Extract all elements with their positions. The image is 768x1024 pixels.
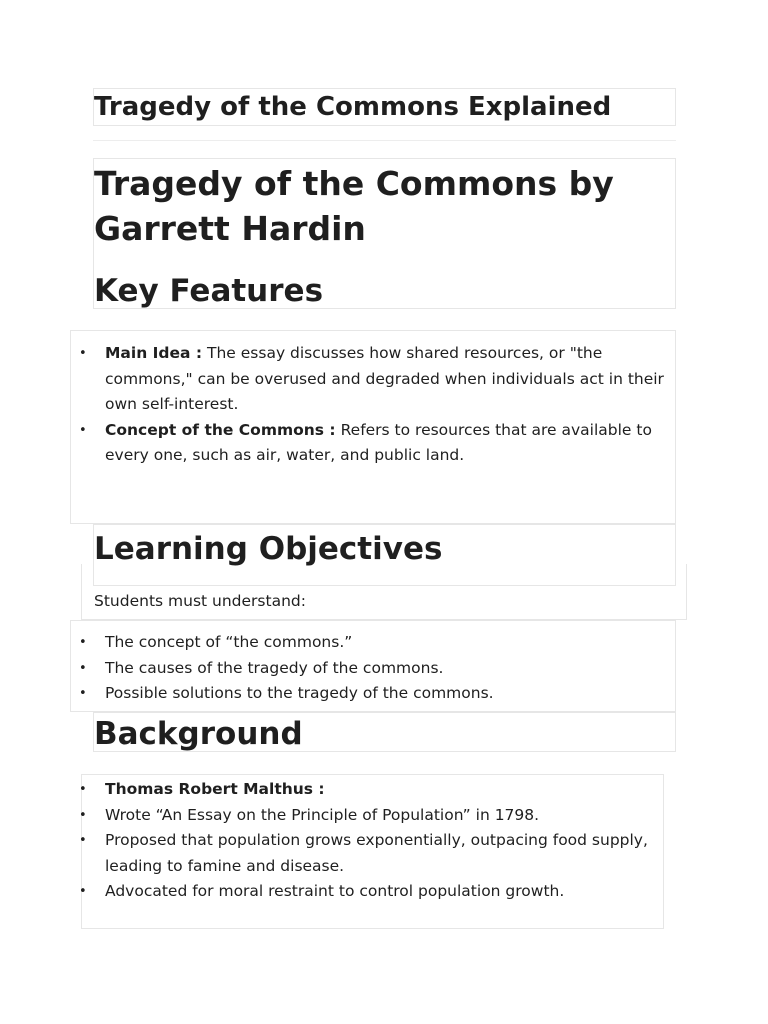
key-features-heading: Key Features [94, 273, 324, 309]
title-divider [93, 140, 676, 141]
learning-objectives-box [70, 620, 676, 712]
list-item [71, 341, 667, 418]
item-label: Main Idea : [105, 344, 203, 362]
key-features-box [70, 330, 676, 524]
list-item: • The concept of “the commons.” [71, 630, 667, 656]
list-item [71, 418, 667, 469]
main-heading-box [93, 158, 676, 309]
key-features-list [71, 341, 667, 469]
item-label: Thomas Robert Malthus : [105, 780, 325, 798]
document-title: Tragedy of the Commons Explained [94, 92, 612, 122]
background-box [81, 774, 664, 929]
objectives-intro: Students must understand: [94, 592, 306, 610]
list-item: • Advocated for moral restraint to control population growth. [71, 879, 651, 905]
background-list [71, 777, 651, 905]
background-heading: Background [94, 716, 303, 752]
list-item: • Possible solutions to the tragedy of the commons. [71, 681, 667, 707]
learning-objectives-heading: Learning Objectives [94, 531, 443, 567]
learning-objectives-list [71, 630, 667, 707]
list-item: • Proposed that population grows exponentially, outpacing food supply, leading to famine and disease. [71, 828, 651, 879]
item-text: The essay discusses how shared resources, or "the commons," can be overused and degraded when individuals act in their own self-interest. [105, 344, 664, 413]
document-title-box [93, 88, 676, 126]
main-title: Tragedy of the Commons by Garrett Hardin [94, 164, 614, 248]
item-label: Concept of the Commons : [105, 420, 336, 439]
item-text: Refers to resources that are available to every one, such as air, water, and public land. [105, 420, 652, 464]
list-item [71, 777, 651, 803]
background-heading-box [93, 712, 676, 752]
list-item: • The causes of the tragedy of the commons. [71, 656, 667, 682]
intro-box [81, 564, 687, 620]
list-item: • Wrote “An Essay on the Principle of Population” in 1798. [71, 803, 651, 829]
